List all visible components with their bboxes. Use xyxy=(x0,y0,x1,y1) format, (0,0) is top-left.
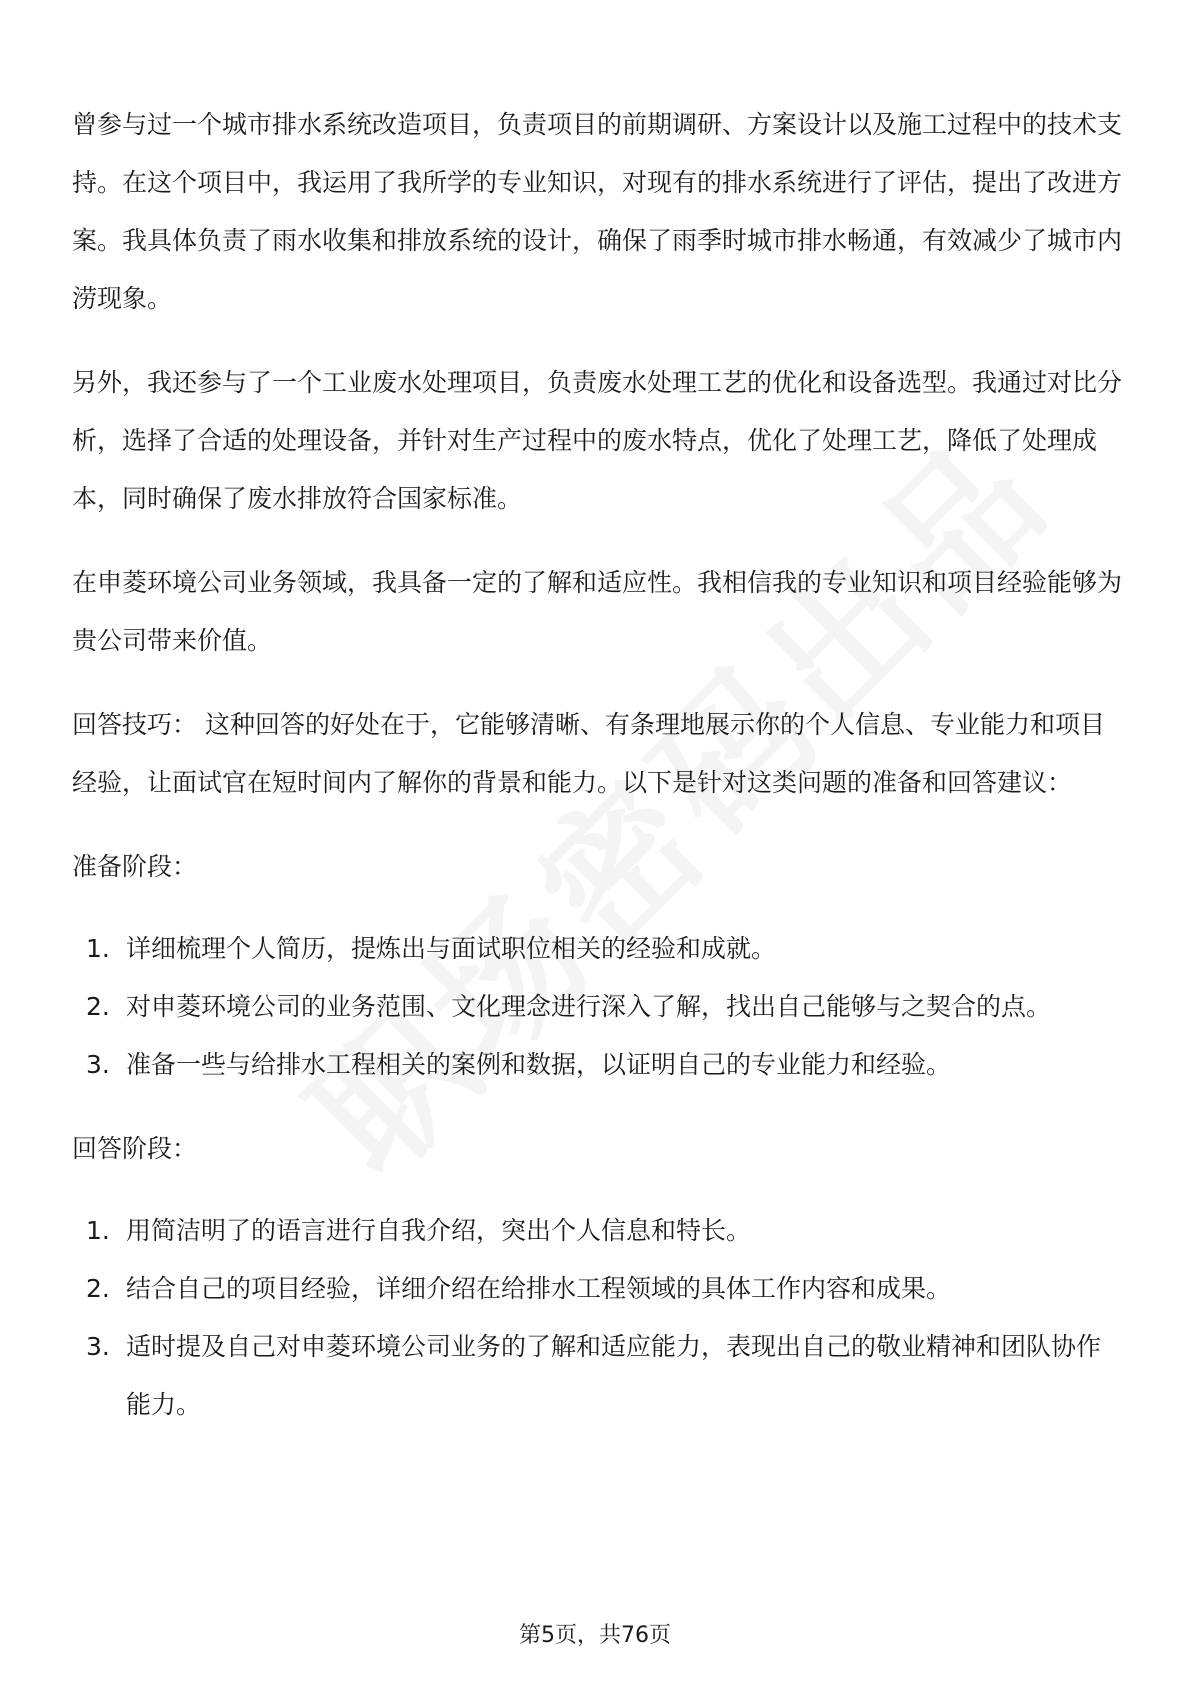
list-number: 3. xyxy=(86,1050,110,1079)
list-item-text: 对申菱环境公司的业务范围、文化理念进行深入了解，找出自己能够与之契合的点。 xyxy=(126,992,1052,1021)
list-item xyxy=(72,978,1122,1036)
list-item-text: 适时提及自己对申菱环境公司业务的了解和适应能力，表现出自己的敬业精神和团队协作能力。 xyxy=(126,1332,1102,1419)
list-item xyxy=(72,1260,1122,1318)
paragraph-answer-tips: 回答技巧： 这种回答的好处在于，它能够清晰、有条理地展示你的个人信息、专业能力和项目经验，让面试官在短时间内了解你的背景和能力。以下是针对这类问题的准备和回答建议： xyxy=(72,710,1105,797)
list-number: 1. xyxy=(86,1216,110,1245)
list-number: 2. xyxy=(86,1274,110,1303)
list-item-text: 准备一些与给排水工程相关的案例和数据，以证明自己的专业能力和经验。 xyxy=(126,1050,952,1079)
prep-list xyxy=(72,920,1122,1094)
page-number: 第5页，共76页 xyxy=(519,1623,671,1648)
list-number: 2. xyxy=(86,992,110,1021)
list-item-text: 结合自己的项目经验，详细介绍在给排水工程领域的具体工作内容和成果。 xyxy=(126,1274,952,1303)
paragraph-company-fit: 在申菱环境公司业务领域，我具备一定的了解和适应性。我相信我的专业知识和项目经验能够为贵公司带来价值。 xyxy=(72,568,1123,655)
list-item xyxy=(72,920,1122,978)
list-item xyxy=(72,1202,1122,1260)
list-item xyxy=(72,1036,1122,1094)
paragraph-project-drainage: 曾参与过一个城市排水系统改造项目，负责项目的前期调研、方案设计以及施工过程中的技术支持。在这个项目中，我运用了我所学的专业知识，对现有的排水系统进行了评估，提出了改进方案。我具体负责了雨水收集和排放系统的设计，确保了雨季时城市排水畅通，有效减少了城市内涝现象。 xyxy=(72,110,1123,313)
list-item-text: 详细梳理个人简历，提炼出与面试职位相关的经验和成就。 xyxy=(126,934,777,963)
list-number: 1. xyxy=(86,934,110,963)
list-item-text: 用简洁明了的语言进行自我介绍，突出个人信息和特长。 xyxy=(126,1216,752,1245)
answer-list xyxy=(72,1202,1122,1434)
list-item xyxy=(72,1318,1122,1434)
prep-heading: 准备阶段： xyxy=(72,852,198,881)
list-number: 3. xyxy=(86,1332,110,1361)
paragraph-project-wastewater: 另外，我还参与了一个工业废水处理项目，负责废水处理工艺的优化和设备选型。我通过对比分析，选择了合适的处理设备，并针对生产过程中的废水特点，优化了处理工艺，降低了处理成本，同时确保了废水排放符合国家标准。 xyxy=(72,368,1123,513)
answer-heading: 回答阶段： xyxy=(72,1134,198,1163)
page-content xyxy=(72,96,1122,1460)
